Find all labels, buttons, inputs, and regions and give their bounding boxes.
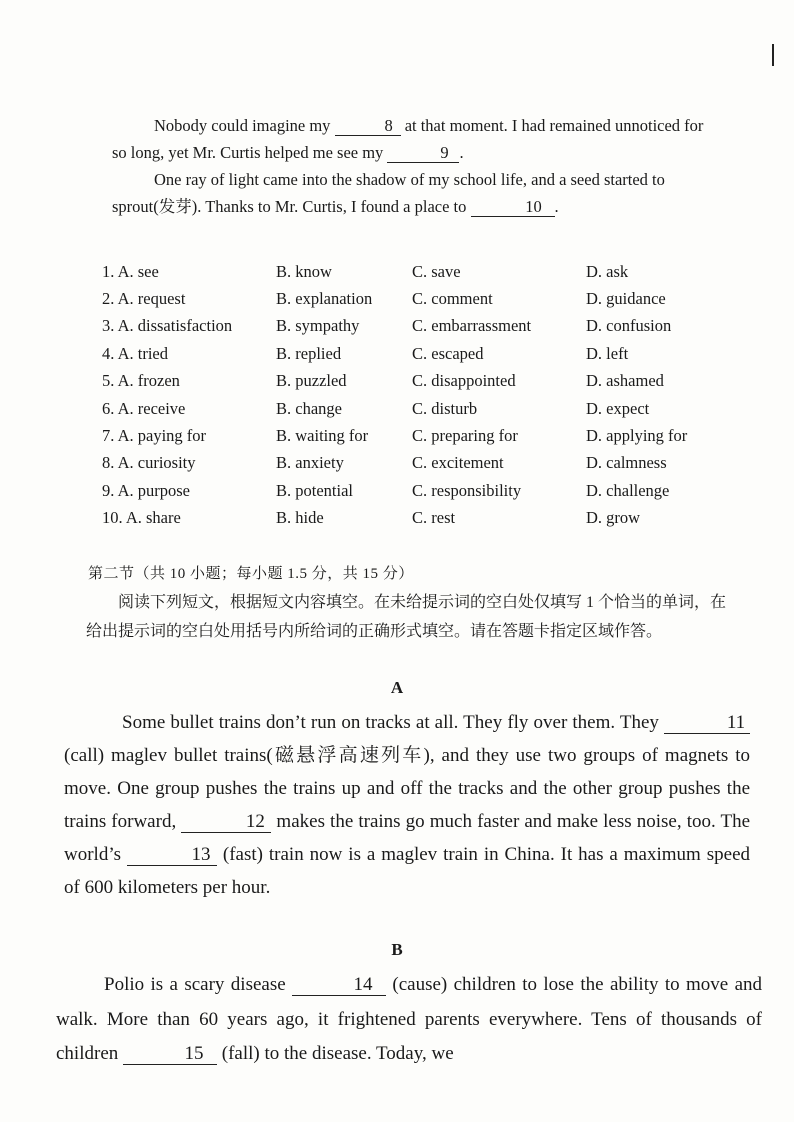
- option-c: C. disturb: [412, 398, 478, 418]
- option-d: D. ask: [586, 261, 629, 281]
- option-c: C. preparing for: [412, 426, 518, 446]
- passage-text: (fast) train now is a maglev train in China. It has a maximum speed of 600 kilometers per hour.: [64, 844, 751, 898]
- option-row: [102, 450, 706, 477]
- section-2-heading: 第二节（共 10 小题；每小题 1.5 分，共 15 分）: [88, 566, 414, 582]
- option-b: B. hide: [276, 508, 324, 528]
- intro-text: One ray of light came into the shadow of my school life, and a seed started to sprout(发芽). Thanks to Mr. Curtis, I found a place to: [112, 170, 665, 216]
- option-row: [102, 285, 706, 312]
- option-a: 2. A. request: [102, 289, 186, 309]
- intro-text: .: [459, 143, 464, 162]
- blank-14: 14: [292, 975, 386, 996]
- option-c: C. disappointed: [412, 371, 516, 391]
- option-b: B. know: [276, 261, 332, 281]
- option-b: B. sympathy: [276, 316, 360, 336]
- option-d: D. calmness: [586, 453, 667, 473]
- option-a: 6. A. receive: [102, 398, 186, 418]
- option-d: D. grow: [586, 508, 641, 528]
- blank-10: 10: [471, 198, 555, 217]
- option-d: D. guidance: [586, 289, 666, 309]
- option-b: B. explanation: [276, 289, 373, 309]
- section-2-instructions: 阅读下列短文，根据短文内容填空。在未给提示词的空白处仅填写 1 个恰当的单词，在给出提示词的空白处用括号内所给词的正确形式填空。请在答题卡指定区域作答。: [86, 594, 727, 640]
- option-a: 1. A. see: [102, 261, 159, 281]
- page-edge-mark: [772, 44, 774, 66]
- option-row: [102, 395, 706, 422]
- option-c: C. embarrassment: [412, 316, 532, 336]
- option-a: 5. A. frozen: [102, 371, 180, 391]
- option-c: C. save: [412, 261, 461, 281]
- passage-a-title: A: [390, 678, 404, 697]
- option-c: C. responsibility: [412, 480, 522, 500]
- intro-paragraph-1: [112, 112, 712, 166]
- passage-text: Polio is a scary disease: [104, 974, 286, 995]
- passage-b: [56, 968, 762, 1072]
- passage-text: (fall) to the disease. Today, we: [221, 1043, 454, 1064]
- blank-13: 13: [127, 845, 217, 866]
- passage-text: (cause) children to lose the ability to move and walk. More than 60 years ago, it frightened parents everywhere. Tens of thousands of children: [56, 974, 763, 1064]
- blank-11: 11: [664, 713, 750, 734]
- option-d: D. left: [586, 343, 629, 363]
- option-d: D. ashamed: [586, 371, 664, 391]
- multiple-choice-options: [102, 258, 706, 532]
- blank-9: 9: [387, 144, 459, 163]
- option-c: C. escaped: [412, 343, 484, 363]
- option-a: 9. A. purpose: [102, 480, 190, 500]
- option-row: [102, 313, 706, 340]
- option-a: 4. A. tried: [102, 343, 168, 363]
- intro-text: at that moment. I had remained unnoticed for so long, yet Mr. Curtis helped me see my: [112, 116, 704, 162]
- intro-paragraph-2: [112, 166, 712, 220]
- blank-8: 8: [335, 117, 401, 136]
- intro-text: .: [554, 197, 559, 216]
- option-row: [102, 422, 706, 449]
- blank-12: 12: [181, 812, 271, 833]
- option-b: B. replied: [276, 343, 342, 363]
- option-d: D. confusion: [586, 316, 672, 336]
- passage-text: (call) maglev bullet trains(磁悬浮高速列车), and they use two groups of magnets to move. One group pushes the trains up and off the tracks and the other group pushes the trains forward,: [64, 745, 750, 832]
- passage-text: Some bullet trains don’t run on tracks at all. They fly over them. They: [122, 712, 659, 733]
- option-row: [102, 340, 706, 367]
- option-c: C. comment: [412, 289, 493, 309]
- option-d: D. expect: [586, 398, 650, 418]
- option-row: [102, 258, 706, 285]
- intro-text: Nobody could imagine my: [154, 116, 331, 135]
- passage-a: [64, 706, 750, 904]
- passage-b-title: B: [391, 940, 403, 959]
- option-b: B. waiting for: [276, 426, 369, 446]
- option-d: D. applying for: [586, 426, 688, 446]
- option-row: [102, 477, 706, 504]
- option-c: C. rest: [412, 508, 456, 528]
- passage-text: makes the trains go much faster and make less noise, too. The world’s: [64, 811, 751, 865]
- option-b: B. puzzled: [276, 371, 347, 391]
- option-a: 7. A. paying for: [102, 426, 207, 446]
- option-row: [102, 368, 706, 395]
- option-row: [102, 505, 706, 532]
- option-c: C. excitement: [412, 453, 504, 473]
- option-b: B. potential: [276, 480, 353, 500]
- option-b: B. anxiety: [276, 453, 344, 473]
- option-b: B. change: [276, 398, 342, 418]
- option-d: D. challenge: [586, 480, 670, 500]
- blank-15: 15: [123, 1044, 217, 1065]
- option-a: 3. A. dissatisfaction: [102, 316, 233, 336]
- option-a: 10. A. share: [102, 508, 181, 528]
- option-a: 8. A. curiosity: [102, 453, 196, 473]
- cloze-passage-ending: [112, 112, 712, 220]
